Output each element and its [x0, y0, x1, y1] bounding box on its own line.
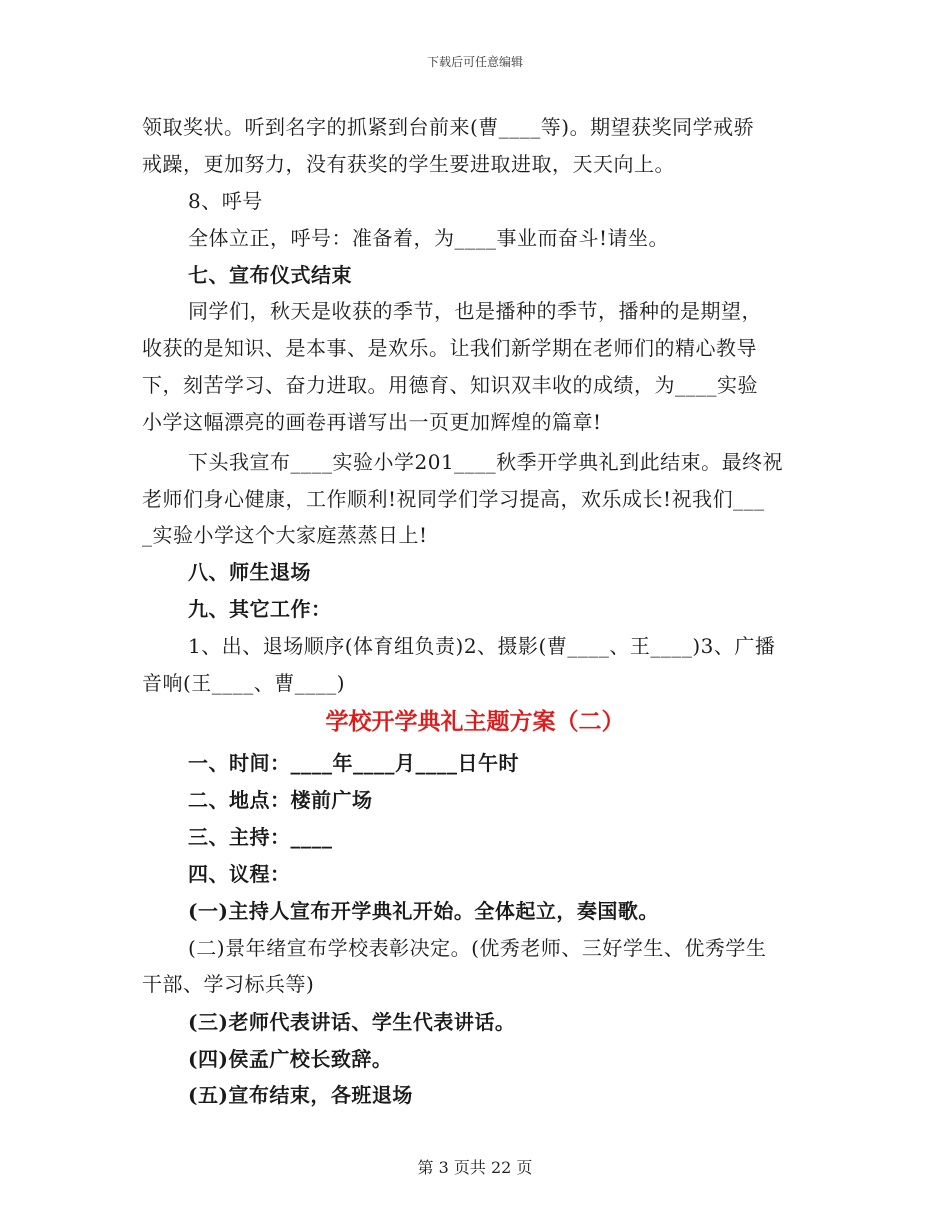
body-line: 领取奖状。听到名字的抓紧到台前来(曹____等)。期望获奖同学戒骄	[142, 115, 755, 139]
body-line: 音响(王____、曹____)	[142, 671, 346, 695]
body-line: 8、呼号	[188, 189, 263, 213]
section-title: 学校开学典礼主题方案（二）	[325, 708, 625, 735]
body-line: 全体立正，呼号：准备着，为____事业而奋斗!请坐。	[188, 226, 670, 250]
agenda-item: (二)景年绪宣布学校表彰决定。(优秀老师、三好学生、优秀学生	[188, 936, 767, 960]
body-line: 戒躁，更加努力，没有获奖的学生要进取进取，天天向上。	[142, 152, 675, 176]
agenda-item: (五)宣布结束，各班退场	[188, 1083, 413, 1107]
body-line: _实验小学这个大家庭蒸蒸日上!	[142, 523, 428, 547]
section-heading: 八、师生退场	[188, 560, 311, 584]
section-heading: 四、议程：	[188, 862, 291, 886]
body-line: 老师们身心健康，工作顺利!祝同学们学习提高，欢乐成长!祝我们___	[142, 487, 765, 511]
section-heading: 二、地点：楼前广场	[188, 788, 373, 812]
agenda-item: (三)老师代表讲话、学生代表讲话。	[188, 1010, 516, 1034]
page-footer: 第 3 页共 22 页	[417, 1158, 533, 1177]
body-line: 小学这幅漂亮的画卷再谱写出一页更加辉煌的篇章!	[142, 410, 602, 434]
body-line: 1、出、退场顺序(体育组负责)2、摄影(曹____、王____)3、广播	[188, 634, 776, 658]
page-header: 下载后可任意编辑	[426, 55, 523, 69]
section-heading: 三、主持：____	[188, 825, 333, 849]
body-line: 同学们，秋天是收获的季节，也是播种的季节，播种的是期望，	[188, 299, 762, 323]
agenda-item: (一)主持人宣布开学典礼开始。全体起立，奏国歌。	[188, 899, 659, 923]
body-line: 下，刻苦学习、奋力进取。用德育、知识双丰收的成绩，为____实验	[142, 373, 758, 397]
section-heading: 一、时间：____年____月____日午时	[188, 751, 519, 775]
body-line: 下头我宣布____实验小学201____秋季开学典礼到此结束。最终祝	[188, 450, 784, 474]
section-heading: 九、其它工作：	[188, 597, 332, 621]
section-heading: 七、宣布仪式结束	[188, 263, 352, 287]
agenda-item: (四)侯孟广校长致辞。	[188, 1047, 393, 1071]
agenda-item: 干部、学习标兵等)	[142, 972, 315, 996]
body-line: 收获的是知识、是本事、是欢乐。让我们新学期在老师们的精心教导	[142, 336, 757, 360]
